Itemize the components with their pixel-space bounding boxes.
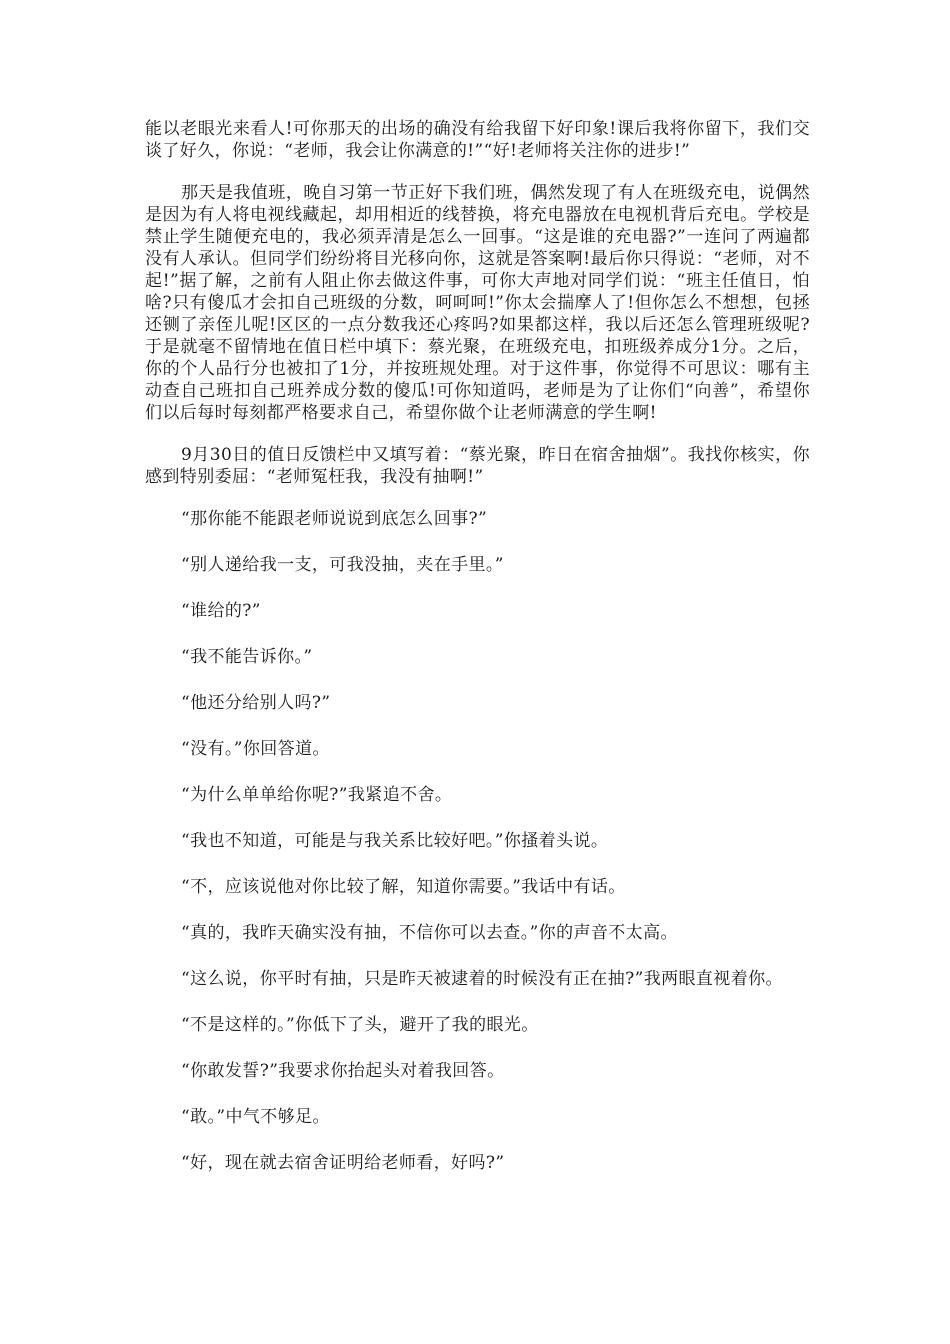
dialogue-line: “敢。”中气不够足。 — [181, 1107, 330, 1127]
dialogue-line: “真的，我昨天确实没有抽，不信你可以去查。”你的声音不太高。 — [181, 923, 678, 943]
paragraph: 那天是我值班，晚自习第一节正好下我们班，偶然发现了有人在班级充电，说偶然是因为有人将电视线藏起，却用相近的线替换，将充电器放在电视机背后充电。学校是禁止学生随便充电的，我必须弄清是怎么一回事。“这是谁的充电器?”一连问了两遍都没有人承认。但同学们纷纷将目光移向你，这就是答案啊!最后你只得说：“老师，对不起!”据了解，之前有人阻止你去做这件事，可你大声地对同学们说：“班主任值日，怕啥?只有傻瓜才会扣自己班级的分数，呵呵呵!”你太会揣摩人了!但你怎么不想想，包拯还铡了亲侄儿呢!区区的一点分数我还心疼吗?如果都这样，我以后还怎么管理班级呢?于是就毫不留情地在值日栏中填下：蔡光聚，在班级充电，扣班级养成分1分。之后，你的个人品行分也被扣了1分，并按班规处理。对于这件事，你觉得不可思议：哪有主动查自己班扣自己班养成分数的傻瓜!可你知道吗，老师是为了让你们“向善”，希望你们以后每时每刻都严格要求自己，希望你做个让老师满意的学生啊! — [145, 183, 810, 423]
dialogue-line: “别人递给我一支，可我没抽，夹在手里。” — [181, 555, 504, 575]
dialogue-line: “那你能不能跟老师说说到底怎么回事?” — [181, 509, 488, 529]
paragraph: 9月30日的值日反馈栏中又填写着：“蔡光聚，昨日在宿舍抽烟”。我找你核实，你感到特别委屈：“老师冤枉我，我没有抽啊!” — [145, 445, 810, 487]
dialogue-line: “我不能告诉你。” — [181, 647, 313, 667]
paragraph: 能以老眼光来看人!可你那天的出场的确没有给我留下好印象!课后我将你留下，我们交谈了好久，你说：“老师，我会让你满意的!”“好!老师将关注你的进步!” — [145, 119, 810, 161]
dialogue-line: “他还分给别人吗?” — [181, 693, 331, 713]
dialogue-line: “不，应该说他对你比较了解，知道你需要。”我话中有话。 — [181, 877, 626, 897]
dialogue-line: “没有。”你回答道。 — [181, 739, 330, 759]
dialogue-line: “你敢发誓?”我要求你抬起头对着我回答。 — [181, 1061, 505, 1081]
dialogue-line: “谁给的?” — [181, 601, 261, 621]
dialogue-line: “好，现在就去宿舍证明给老师看，好吗?” — [181, 1153, 505, 1173]
dialogue-line: “这么说，你平时有抽，只是昨天被逮着的时候没有正在抽?”我两眼直视着你。 — [181, 969, 783, 989]
dialogue-line: “我也不知道，可能是与我关系比较好吧。”你搔着头说。 — [181, 831, 609, 851]
dialogue-line: “为什么单单给你呢?”我紧追不舍。 — [181, 785, 453, 805]
dialogue-line: “不是这样的。”你低下了头，避开了我的眼光。 — [181, 1015, 539, 1035]
document-page — [145, 118, 810, 1198]
